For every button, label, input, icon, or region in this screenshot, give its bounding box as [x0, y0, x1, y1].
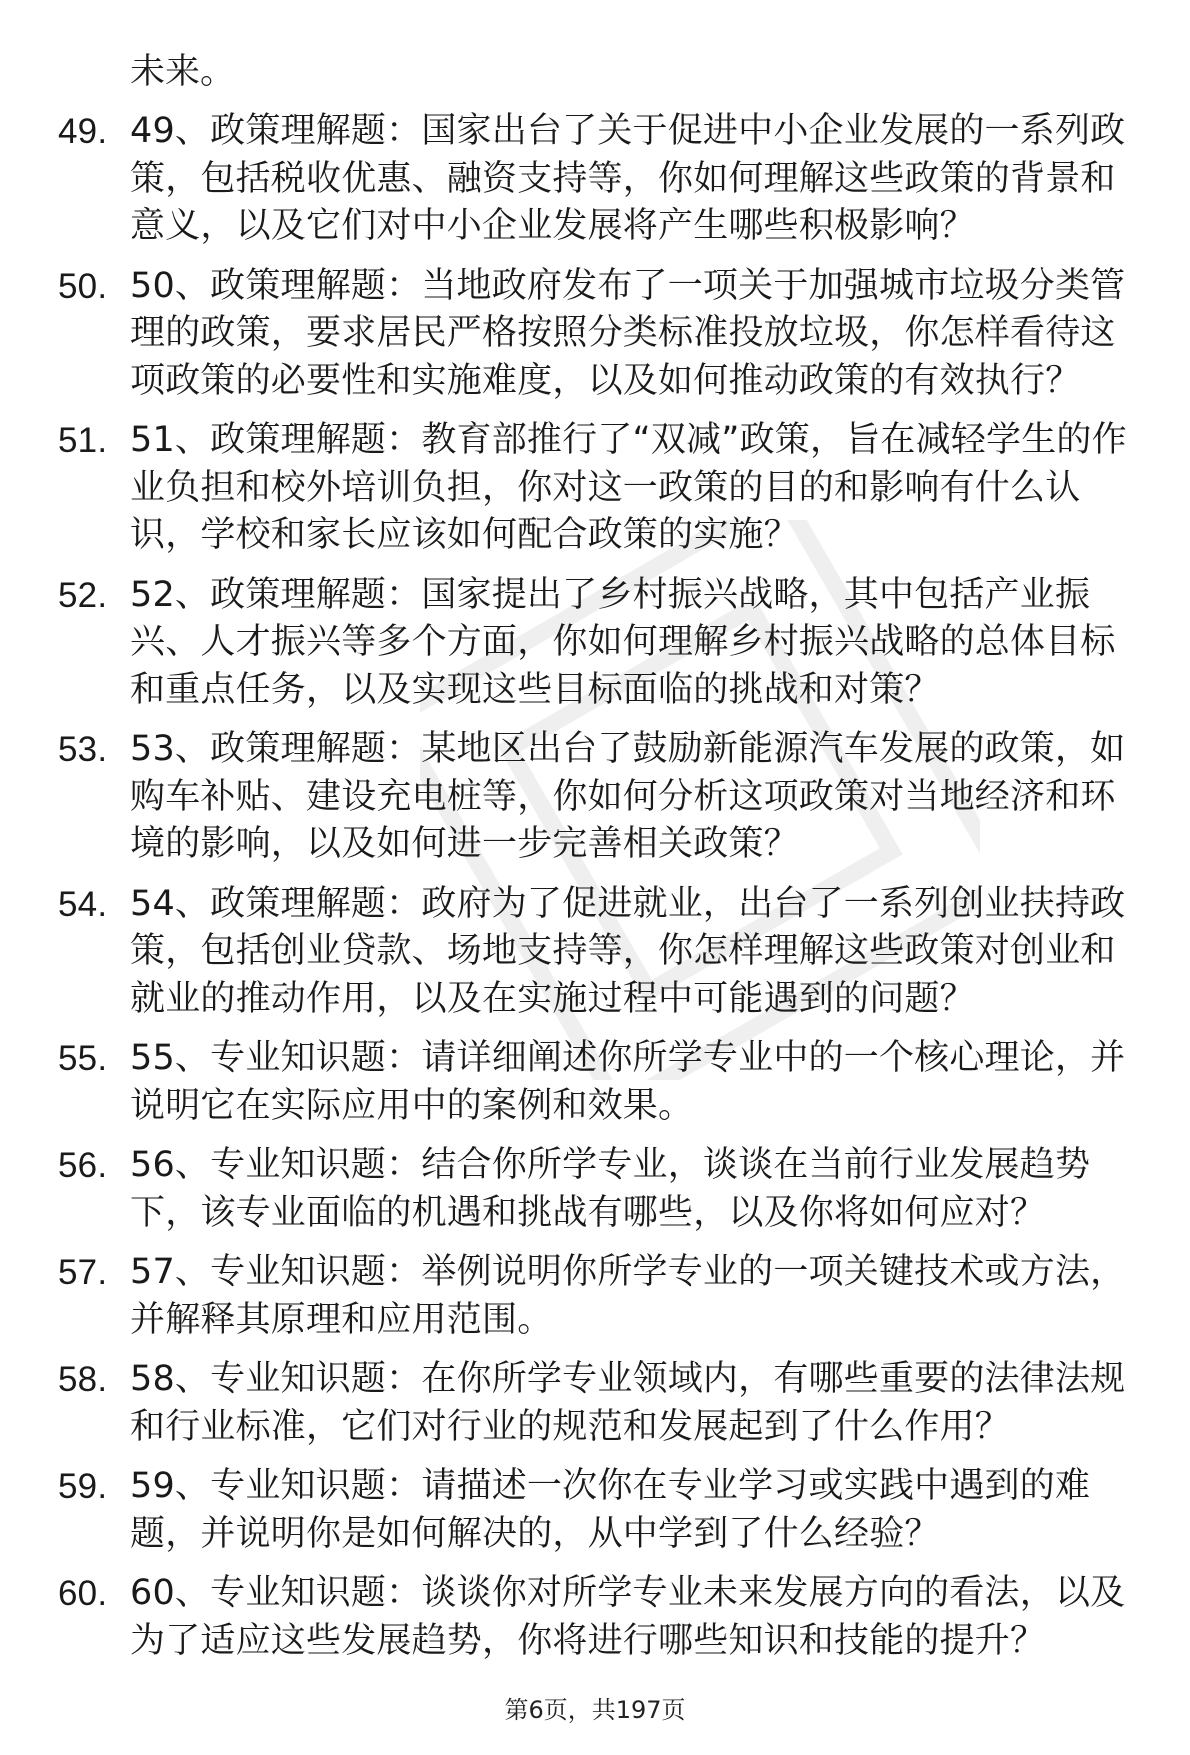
question-text: 54、政策理解题：政府为了促进就业，出台了一系列创业扶持政策，包括创业贷款、场地支持等，你怎样理解这些政策对创业和就业的推动作用，以及在实施过程中可能遇到的问题？ — [130, 883, 1126, 1019]
page-footer: 第6页，共197页 — [504, 1696, 686, 1724]
question-text: 58、专业知识题：在你所学专业领域内，有哪些重要的法律法规和行业标准，它们对行业的规范和发展起到了什么作用？ — [130, 1359, 1126, 1447]
question-text: 49、政策理解题：国家出台了关于促进中小企业发展的一系列政策，包括税收优惠、融资支持等，你如何理解这些政策的背景和意义，以及它们对中小企业发展将产生哪些积极影响？ — [130, 111, 1126, 246]
question-number: 50. — [58, 266, 108, 306]
question-text: 60、专业知识题：谈谈你对所学专业未来发展方向的看法，以及为了适应这些发展趋势，你将进行哪些知识和技能的提升？ — [130, 1573, 1126, 1661]
question-number: 57. — [58, 1253, 108, 1292]
question-number: 58. — [58, 1360, 108, 1399]
list-item — [0, 1463, 1190, 1558]
question-text: 56、专业知识题：结合你所学专业，谈谈在当前行业发展趋势下，该专业面临的机遇和挑战有哪些，以及你将如何应对？ — [130, 1145, 1091, 1233]
question-number: 53. — [58, 730, 108, 769]
question-text: 51、政策理解题：教育部推行了“双减”政策，旨在减轻学生的作业负担和校外培训负担，你对这一政策的目的和影响有什么认识，学校和家长应该如何配合政策的实施？ — [130, 420, 1127, 555]
question-number: 59. — [58, 1467, 108, 1506]
question-number: 52. — [58, 575, 108, 615]
question-number: 56. — [58, 1146, 108, 1185]
list-item — [0, 572, 1190, 715]
list-item — [0, 263, 1190, 406]
question-number: 49. — [58, 112, 108, 151]
question-text: 53、政策理解题：某地区出台了鼓励新能源汽车发展的政策，如购车补贴、建设充电桩等，你如何分析这项政策对当地经济和环境的影响，以及如何进一步完善相关政策？ — [130, 729, 1126, 864]
list-item — [0, 1249, 1190, 1344]
question-list — [0, 108, 1190, 1677]
question-text: 57、专业知识题：举例说明你所学专业的一项关键技术或方法，并解释其原理和应用范围。 — [130, 1252, 1126, 1340]
list-item — [0, 1035, 1190, 1130]
list-item — [0, 1570, 1190, 1665]
question-number: 51. — [58, 421, 108, 460]
question-number: 54. — [58, 884, 108, 924]
question-text: 52、政策理解题：国家提出了乡村振兴战略，其中包括产业振兴、人才振兴等多个方面，你如何理解乡村振兴战略的总体目标和重点任务，以及实现这些目标面临的挑战和对策？ — [130, 574, 1116, 710]
question-text: 55、专业知识题：请详细阐述你所学专业中的一个核心理论，并说明它在实际应用中的案例和效果。 — [130, 1038, 1126, 1126]
question-number: 55. — [58, 1039, 108, 1078]
continuation-text: 未来。 — [130, 52, 236, 92]
list-item — [0, 108, 1190, 251]
list-item — [0, 726, 1190, 869]
question-text: 50、政策理解题：当地政府发布了一项关于加强城市垃圾分类管理的政策，要求居民严格按照分类标准投放垃圾，你怎样看待这项政策的必要性和实施难度，以及如何推动政策的有效执行？ — [130, 265, 1126, 401]
list-item — [0, 417, 1190, 560]
list-item — [0, 1356, 1190, 1451]
list-item — [0, 1142, 1190, 1237]
question-text: 59、专业知识题：请描述一次你在专业学习或实践中遇到的难题，并说明你是如何解决的，从中学到了什么经验？ — [130, 1466, 1091, 1554]
question-number: 60. — [58, 1574, 108, 1613]
list-item — [0, 881, 1190, 1024]
